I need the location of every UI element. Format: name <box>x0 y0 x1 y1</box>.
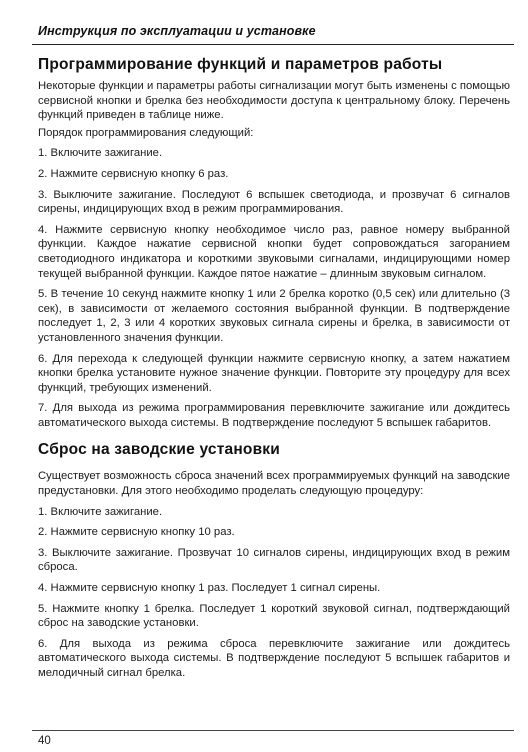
running-header-title: Инструкция по эксплуатации и установке <box>38 24 316 38</box>
programming-step-7: 7. Для выхода из режима программирования перевключите зажигание или дождитесь автоматического выхода системы. В подтверждение последуют 5 вспышек габаритов. <box>38 402 510 429</box>
header-divider <box>32 44 514 45</box>
reset-step-5: 5. Нажмите кнопку 1 брелка. Последует 1 короткий звуковой сигнал, подтверждающий сброс на заводские установки. <box>38 602 510 630</box>
reset-step-6: 6. Для выхода из режима сброса перевключите зажигание или дождитесь автоматического выхода системы. В подтверждение последуют 5 вспышек габаритов и мелодичный сигнал брелка. <box>38 637 510 679</box>
section-intro-paragraph: Некоторые функции и параметры работы сигнализации могут быть изменены с помощью сервисной кнопки и брелка без необходимости доступа к центральному блоку. Перечень функций приведен в таблице ниже. <box>38 80 510 122</box>
programming-step-1: 1. Включите зажигание. <box>38 147 163 160</box>
section-programming <box>38 55 510 430</box>
section-factory-reset <box>38 440 510 680</box>
programming-step-4: 4. Нажмите сервисную кнопку необходимое число раз, равное номеру выбранной функции. Каждое нажатие сервисной кнопки будет сопровождаться загоранием светодиодного индикатора и короткими звуковыми сигналами, индицирующими номер текущей выбранной функции. Каждое пятое нажатие – длинным звуковым сигналом. <box>38 223 510 280</box>
programming-step-3: 3. Выключите зажигание. Последуют 6 вспышек светодиода, и прозвучат 6 сигналов сирены, индицирующих вход в режим программирования. <box>38 188 510 216</box>
order-label: Порядок программирования следующий: <box>38 126 254 139</box>
reset-step-4: 4. Нажмите сервисную кнопку 1 раз. Последует 1 сигнал сирены. <box>38 582 381 595</box>
programming-step-2: 2. Нажмите сервисную кнопку 6 раз. <box>38 167 229 180</box>
page-content <box>38 55 510 687</box>
programming-step-6: 6. Для перехода к следующей функции нажмите сервисную кнопку, а затем нажатием кнопки брелка установите нужное значение функции. Повторите эту процедуру для всех функций, требующих изменений. <box>38 352 510 394</box>
page-number: 40 <box>38 735 51 747</box>
programming-step-5: 5. В течение 10 секунд нажмите кнопку 1 или 2 брелка коротко (0,5 сек) или длительно (3 сек), в зависимости от желаемого состояния выбранной функции. В подтверждение последует 1, 2, 3 или 4 коротких звуковых сигнала сирены и брелка, в зависимости от установленного значения функции. <box>38 288 510 344</box>
footer-divider <box>32 730 514 731</box>
section-heading-programming: Программирование функций и параметров работы <box>38 56 443 73</box>
reset-step-2: 2. Нажмите сервисную кнопку 10 раз. <box>38 526 235 539</box>
section-heading-factory-reset: Сброс на заводские установки <box>38 441 280 459</box>
reset-intro-paragraph: Существует возможность сброса значений всех программируемых функций на заводские предустановки. Для этого необходимо проделать следующую процедуру: <box>38 470 510 498</box>
reset-step-3: 3. Выключите зажигание. Прозвучат 10 сигналов сирены, индицирующих вход в режим сброса. <box>38 546 510 574</box>
reset-step-1: 1. Включите зажигание. <box>38 505 163 518</box>
